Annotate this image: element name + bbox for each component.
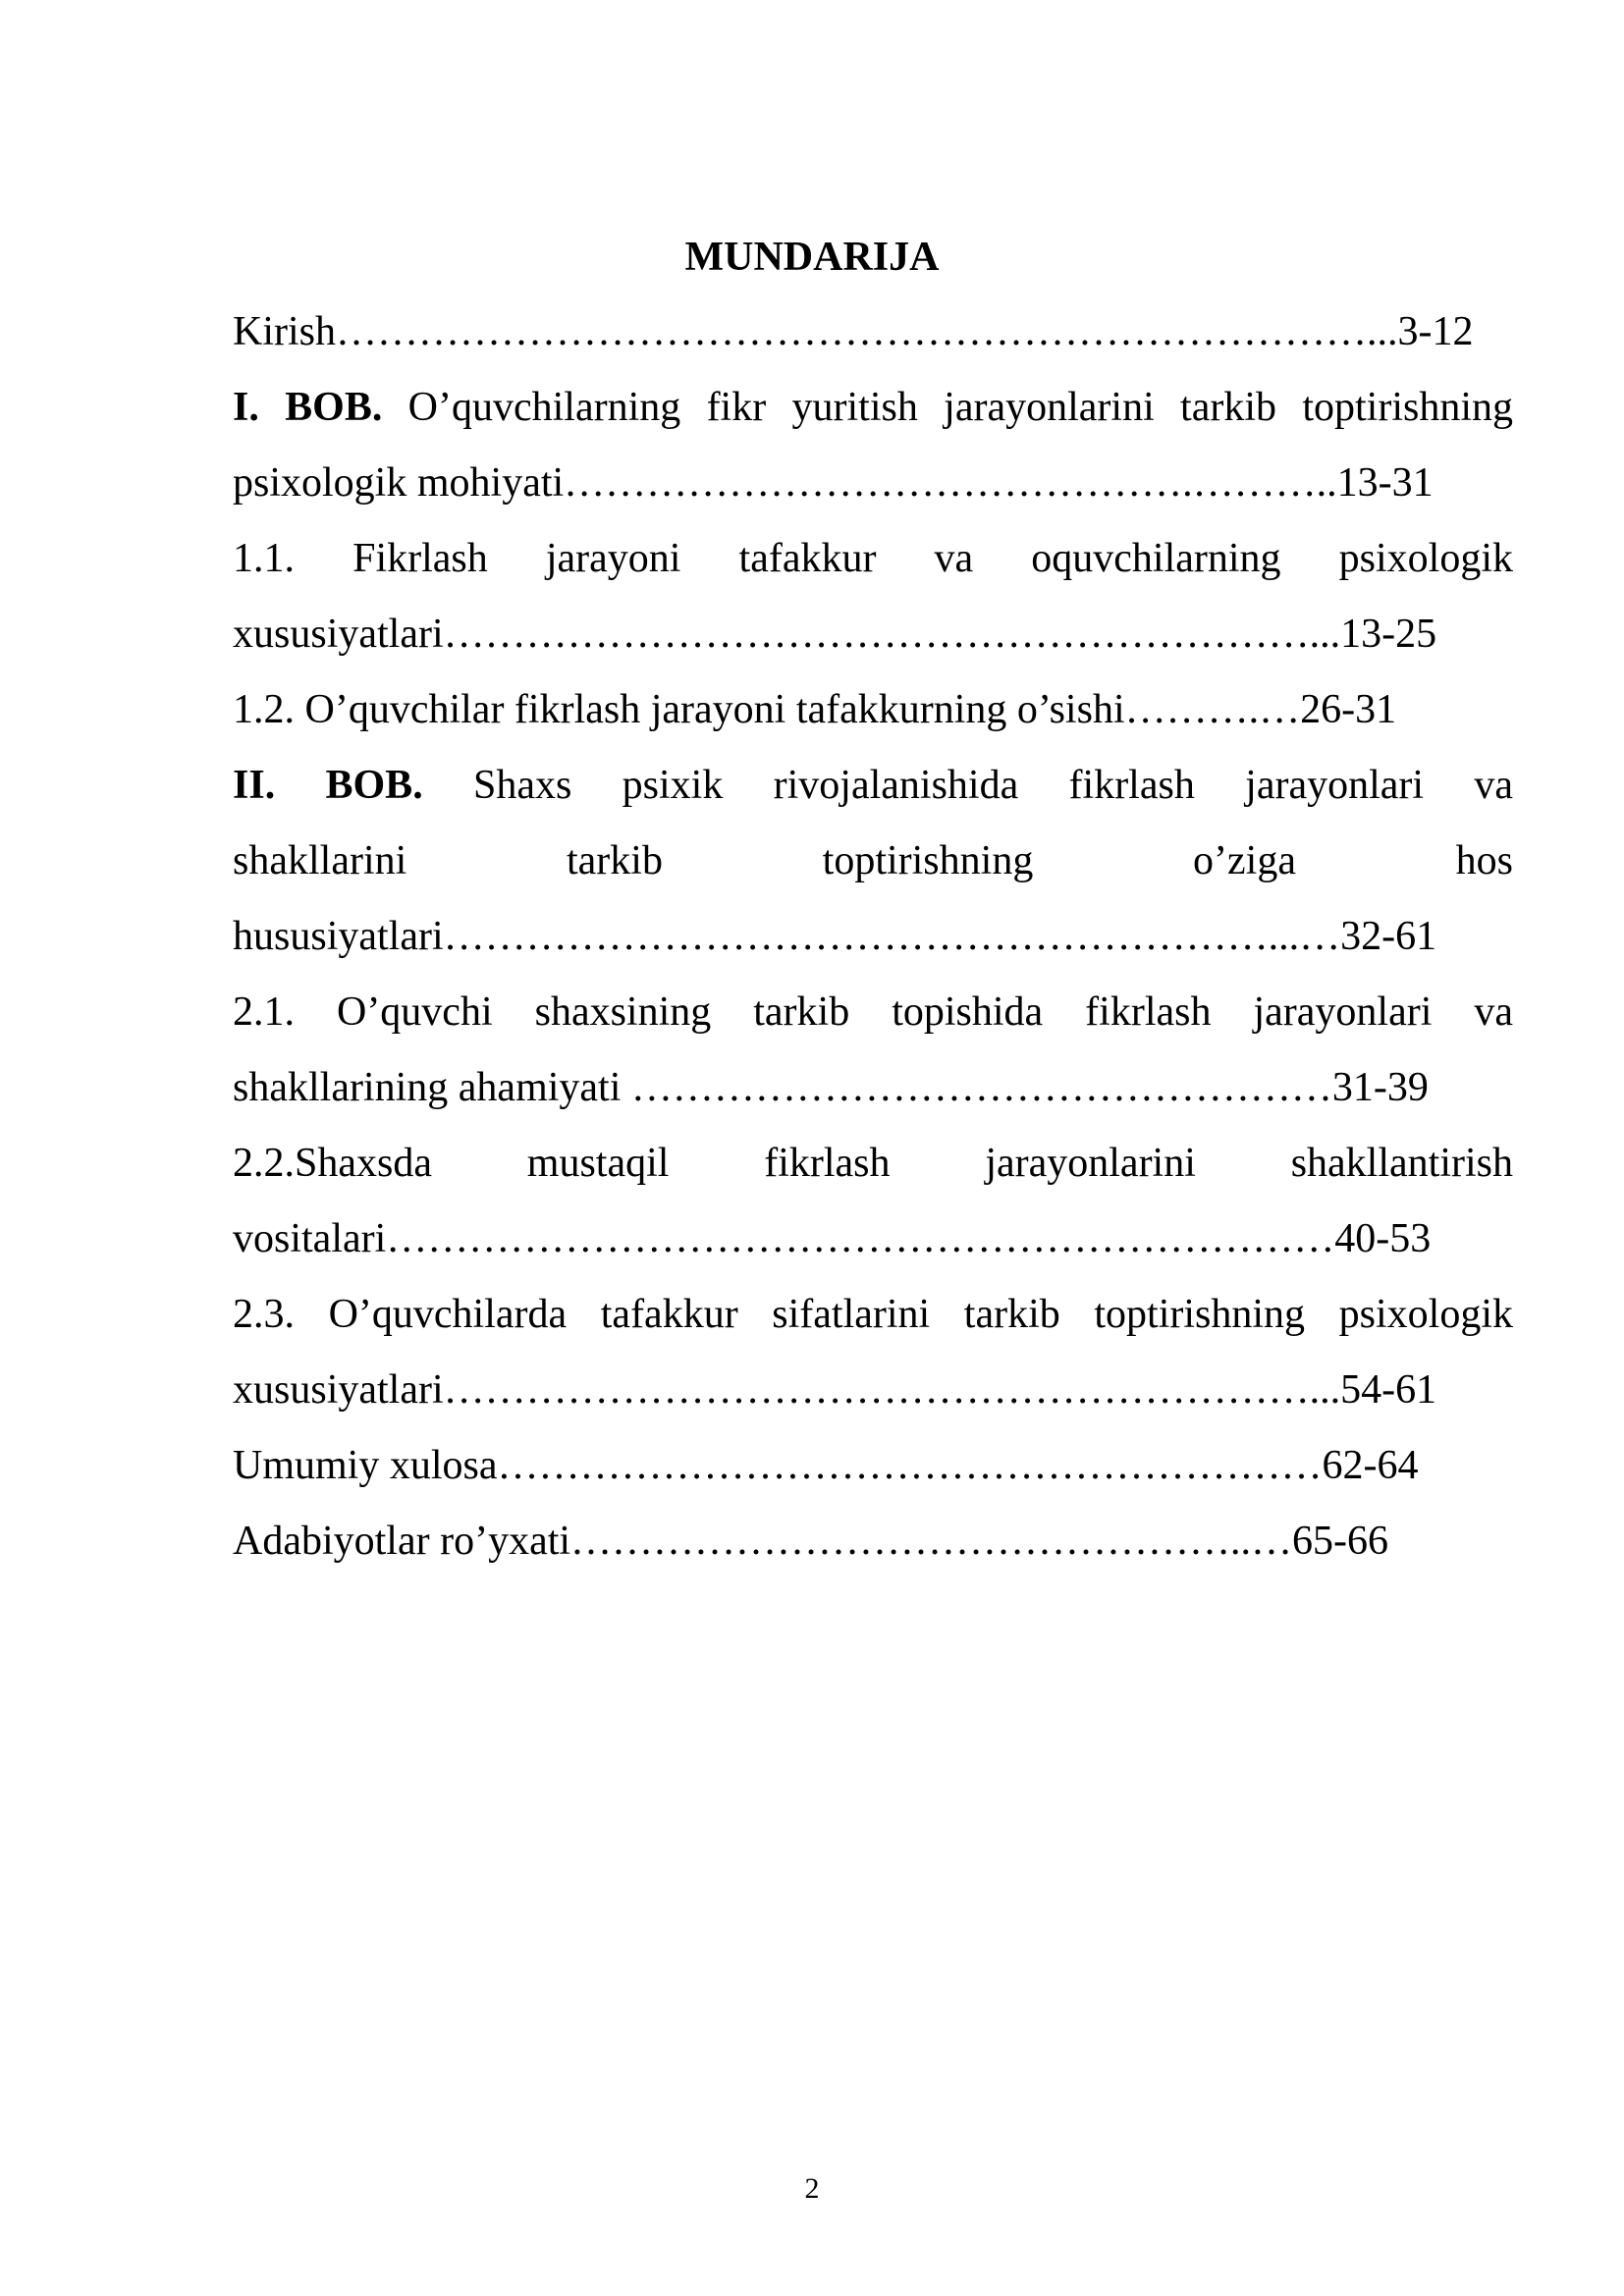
toc-line-chapter-2-title-cont — [233, 831, 1513, 890]
toc-line-chapter-2-pages — [233, 907, 1436, 966]
toc-line-chapter-1-title — [233, 378, 1513, 437]
toc-line-section-1-1-title — [233, 529, 1513, 588]
toc-line-text: 1.2. O’quvchilar fikrlash jarayoni tafakkurning o’sishi……….…26-31 — [233, 687, 1397, 732]
toc-line-section-1-2 — [233, 680, 1396, 739]
toc-line-conclusion — [233, 1436, 1418, 1495]
toc-line-text: hususiyatlari……………………………………………………...…32-61 — [233, 914, 1437, 959]
chapter-label: I. BOB. — [233, 385, 383, 430]
toc-line-references — [233, 1512, 1388, 1571]
toc-line-text: 2.2.Shaxsda mustaqil fikrlash jarayonlarini shakllantirish — [233, 1141, 1513, 1186]
toc-line-section-2-2-pages — [233, 1209, 1431, 1268]
toc-line-chapter-1-pages — [233, 454, 1434, 512]
toc-line-section-2-2-title — [233, 1134, 1513, 1193]
toc-line-section-2-1-pages — [233, 1058, 1429, 1117]
toc-line-text: xususiyatlari………………………………………………………...54-61 — [233, 1367, 1437, 1413]
toc-line-kirish — [233, 302, 1474, 361]
toc-line-text: vositalari……………………………………………………………40-53 — [233, 1216, 1432, 1261]
toc-line-text: shakllarining ahamiyati ……………………………………………31-39 — [233, 1065, 1429, 1110]
toc-line-text: O’quvchilarning fikr yuritish jarayonlarini tarkib toptirishning — [382, 385, 1513, 430]
toc-line-text: xususiyatlari………………………………………………………...13-25 — [233, 612, 1437, 657]
toc-line-section-2-3-title — [233, 1285, 1513, 1344]
page-number: 2 — [804, 2172, 820, 2205]
toc-line-text: Adabiyotlar ro’yxati…………………………………………..…65-66 — [233, 1519, 1389, 1564]
chapter-label: II. BOB. — [233, 763, 423, 808]
toc-line-section-1-1-pages — [233, 605, 1436, 664]
page-title: MUNDARIJA — [684, 235, 940, 280]
toc-line-text: Umumiy xulosa……………………………………………………62-64 — [233, 1443, 1419, 1488]
toc-line-text: 2.3. O’quvchilarda tafakkur sifatlarini tarkib toptirishning psixologik — [233, 1292, 1513, 1337]
toc-line-text: Shaxs psixik rivojalanishida fikrlash jarayonlari va — [422, 763, 1513, 808]
toc-line-chapter-2-title — [233, 756, 1513, 815]
toc-line-text: shakllarini tarkib toptirishning o’ziga hos — [233, 838, 1513, 883]
toc-line-section-2-1-title — [233, 983, 1513, 1041]
toc-line-text: psixologik mohiyati……………………………………….………..13-31 — [233, 460, 1434, 506]
toc-line-text: 2.1. O’quvchi shaxsining tarkib topishida fikrlash jarayonlari va — [233, 989, 1513, 1035]
toc-line-text: 1.1. Fikrlash jarayoni tafakkur va oquvchilarning psixologik — [233, 536, 1513, 581]
toc-line-text: Kirish…………………………………………………………………...3-12 — [233, 309, 1474, 354]
toc-line-section-2-3-pages — [233, 1361, 1436, 1419]
